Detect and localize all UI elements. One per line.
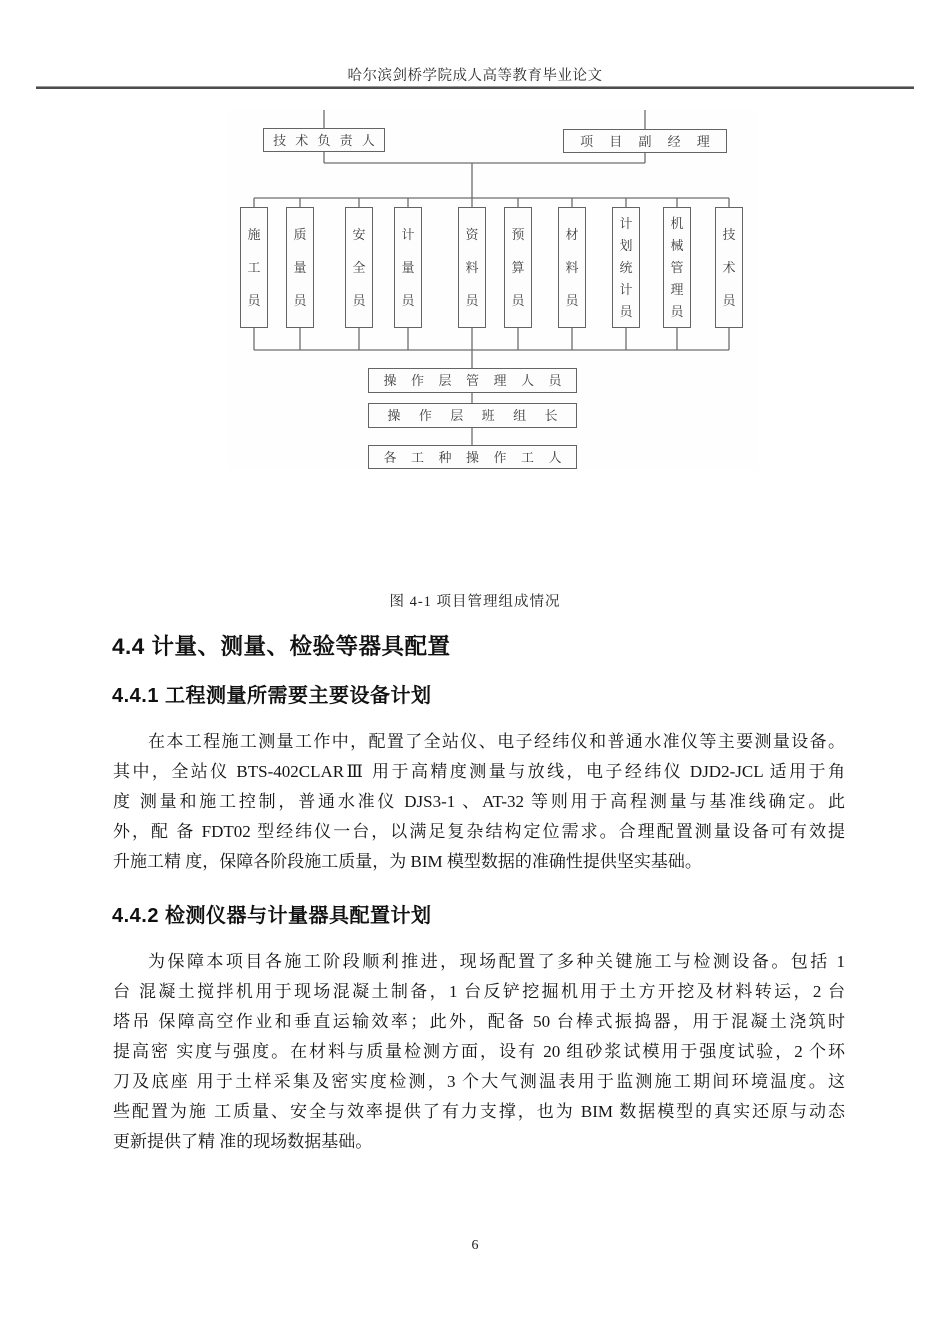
body-line: 塔吊 保障高空作业和垂直运输效率；此外，配备 50 台棒式振捣器，用于混凝土浇筑时	[113, 1012, 845, 1031]
body-line: 在本工程施工测量工作中，配置了全站仪、电子经纬仪和普通水准仪等主要测量设备。	[148, 732, 845, 751]
body-line: 更新提供了精 准的现场数据基础。	[113, 1132, 373, 1151]
org-box-staff-materials: 材 料 员	[558, 207, 586, 328]
body-line: 度 测量和施工控制，普通水准仪 DJS3-1 、AT-32 等则用于高程测量与基准线确定。此	[113, 792, 845, 811]
org-box-staff-machinery: 机 械 管 理 员	[663, 207, 691, 328]
figure-caption: 图 4-1 项目管理组成情况	[389, 594, 561, 610]
org-box-staff-safety: 安 全 员	[345, 207, 373, 328]
org-box-staff-technician: 技 术 员	[715, 207, 743, 328]
org-box-deputy-manager: 项 目 副 经 理	[563, 129, 727, 153]
paragraph-4-4-1	[113, 727, 845, 877]
page-number: 6	[471, 1238, 479, 1253]
body-line: 刀及底座 用于土样采集及密实度检测，3 个大气测温表用于监测施工期间环境温度。这	[113, 1072, 845, 1091]
org-box-staff-quality: 质 量 员	[286, 207, 314, 328]
org-box-staff-metering: 计 量 员	[394, 207, 422, 328]
org-box-team-leader: 操 作 层 班 组 长	[368, 403, 577, 428]
body-line: 升施工精 度，保障各阶段施工质量，为 BIM 模型数据的准确性提供坚实基础。	[113, 852, 702, 871]
section-heading-4-4-2: 4.4.2 检测仪器与计量器具配置计划	[112, 905, 432, 927]
body-line: 外，配 备 FDT02 型经纬仪一台，以满足复杂结构定位需求。合理配置测量设备可有效提	[113, 822, 845, 841]
header-rule	[36, 86, 914, 89]
org-box-staff-budget: 预 算 员	[504, 207, 532, 328]
org-box-staff-documents: 资 料 员	[458, 207, 486, 328]
org-box-staff-plan-statistics: 计 划 统 计 员	[612, 207, 640, 328]
org-box-workers: 各 工 种 操 作 工 人	[368, 445, 577, 469]
org-box-staff-construction: 施 工 员	[240, 207, 268, 328]
paragraph-4-4-2	[113, 947, 845, 1157]
section-heading-4-4: 4.4 计量、测量、检验等器具配置	[112, 634, 451, 659]
org-chart-figure	[228, 110, 758, 470]
org-box-operation-managers: 操 作 层 管 理 人 员	[368, 368, 577, 393]
body-line: 提高密 实度与强度。在材料与质量检测方面，设有 20 组砂浆试模用于强度试验，2 个环	[113, 1042, 845, 1061]
body-line: 台 混凝土搅拌机用于现场混凝土制备，1 台反铲挖掘机用于土方开挖及材料转运，2 台	[113, 982, 845, 1001]
body-line: 其中，全站仪 BTS-402CLARⅢ 用于高精度测量与放线，电子经纬仪 DJD2-JCL 适用于角	[113, 762, 845, 781]
org-box-tech-lead: 技 术 负 责 人	[263, 128, 385, 152]
section-heading-4-4-1: 4.4.1 工程测量所需要主要设备计划	[112, 685, 432, 707]
page-header-title: 哈尔滨剑桥学院成人高等教育毕业论文	[347, 68, 603, 84]
body-line: 些配置为施 工质量、安全与效率提供了有力支撑，也为 BIM 数据模型的真实还原与动态	[113, 1102, 845, 1121]
body-line: 为保障本项目各施工阶段顺利推进，现场配置了多种关键施工与检测设备。包括 1	[148, 952, 845, 971]
